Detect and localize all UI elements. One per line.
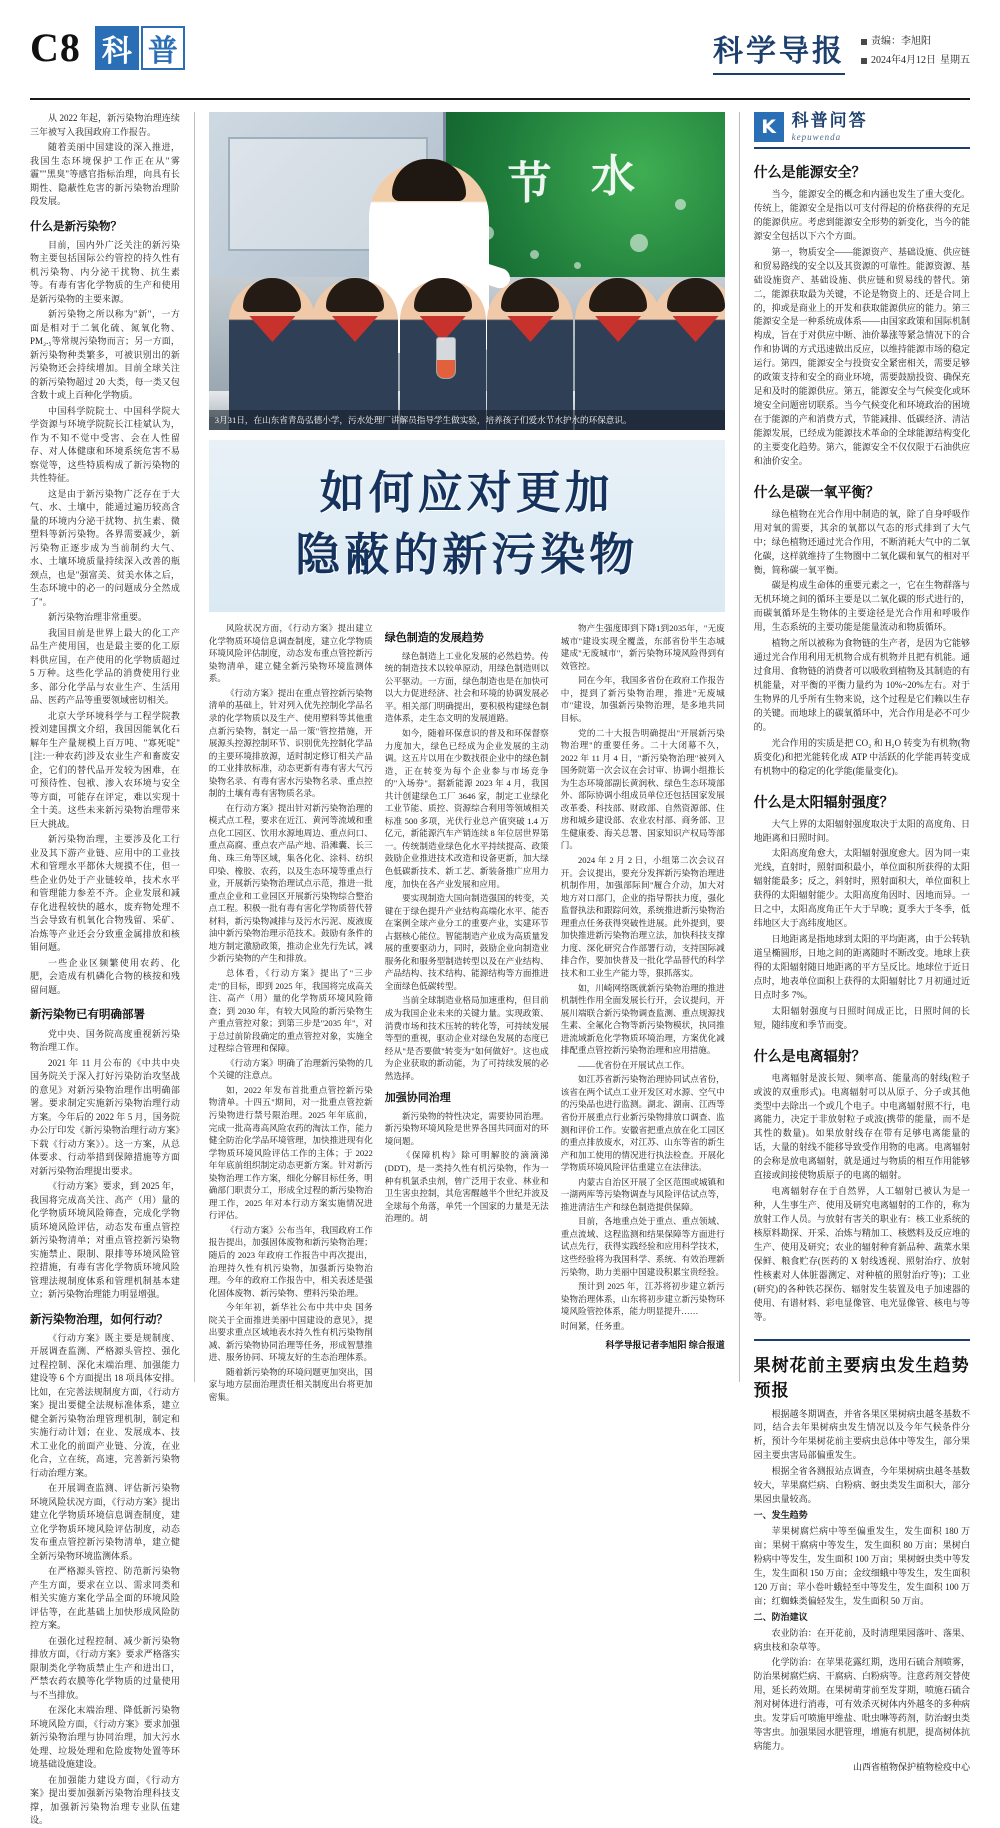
- section-char-pu: 普: [141, 26, 185, 70]
- left-heading-what: 什么是新污染物？: [30, 218, 122, 233]
- forecast-p5: 化学防治：在苹果花露红期，选用石硫合剂喷雾，防治果树腐烂病、干腐病、白粉病等。注意药剂交替使用，延长药效期。在果树萌芽前至发芽期，喷施石硫合剂对树体进行消毒，可有效杀灭树体内外越冬的多种病虫。发芽后可喷施甲维盐、吡虫啉等药剂，防治蚜虫类等害虫。加强果园水肥管理，增施有机肥，提高树体抗病能力。: [753, 1657, 971, 1752]
- masthead-meta: [861, 26, 970, 70]
- mid3-p2: 同在今年，我国多省份在政府工作报告中，提到了新污染物治理，推进"无废城市"建设，加强新污染物治理，是多地共同目标。: [560, 675, 725, 724]
- qa-q3-p2: 太阳高度角愈大，太阳辐射强度愈大。因为同一束光线，直射时，照射面积最小，单位面积所获得的太阳辐射能最多；反之，斜射时，照射面积大，单位面积上获得的太阳辐射能少。太阳高度角因时、因地而异。一日之中，太阳高度角正午大于早晚；夏季大于冬季，低纬地区大于高纬度地区。: [753, 848, 971, 929]
- square-bullet-icon: [861, 39, 867, 45]
- forecast-p1: 根据越冬期调查，并省各果区果树病虫越冬基数不同，结合去年果树病虫发生情况以及今年气候条件分析，预计今年果树花前主要病虫总体中等发生，部分果园主要虫害局部偏重发生。: [753, 1408, 971, 1461]
- bubble-icon: [630, 234, 648, 252]
- left-p15: 在严格源头管控、防范新污染物产生方面，要求在立以、需求同类和相关实施方案化学品全面的环境风险评估等，在此基础上加快形成风险防控方案。: [30, 1566, 180, 1631]
- left-column: [30, 112, 180, 1826]
- qa-q3-p4: 太阳辐射强度与日照时间成正比，日照时间的长短，随纬度和季节而变。: [753, 1005, 971, 1030]
- mid2-p3: 要实现制造大国向制造强国的转变，关键在于绿色提升产业结构高端化水平、能否在案例全球产业分工的重要产业，实建环节占据核心能位。智能制造产业成为高质量发展的重要驱动力，同时，鼓励企业向制造业服务化和服务型制造转型以及在产业结构、产品结构、技术结构、能源结构等方面推进全面绿色低碳转型。: [384, 893, 549, 991]
- mid1-p8: 今年年初，新华社公布中共中央 国务院关于全面推进美丽中国建设的意见》，提出要求重点区域地表水持久性有机污染物削减、新污染物协同治理等任务，形成智慧推进、服务协同、环境友好的生态治理体系。: [208, 1302, 373, 1363]
- mid1-p9: 随着新污染物的环境问题更加突出，国家与地方层面治理责任相关制度出台将更加密集。: [208, 1366, 373, 1402]
- bubble-icon: [530, 250, 539, 259]
- headline-block: [209, 440, 725, 612]
- left-p4: 这是由于新污染物广泛存在于大气、水、土壤中，能通过遍历较高含量的环境内分泌干扰物、抗生素、微塑料等新污染物。各界需要减少，新污染物正逐步成为当前制约大气、水、土壤环境质量持续深入改善的瓶颈点，也是"强富美、贫美水体之后，生态环境中的必一的问题成分全然成了"。: [30, 488, 180, 607]
- qa-q3-p3: 日地距离是指地球到太阳的平均距离，由于公转轨道呈椭圆形，日地之间的距离随时不断改变。地球上获得的太阳辐射随日地距离的平方呈反比。地球位于近日点时，地表单位面积上获得的太阳辐射比 7 月初通过近日点时多 7%。: [753, 934, 971, 1000]
- headline-line-1: 如何应对更加: [319, 466, 614, 519]
- mid1-p4: 总体看，《行动方案》提出了"三步走"的目标，即到 2025 年，我国将完成高关注、高产（用）量的化学物质环境风险筛查；到 2030 年，有较大风险的新污染物生产重点管控对象；到第三步是"2035 年"，对于总过前阶段确定的重点管控对象，实施全过程综合管理和保障。: [208, 967, 373, 1054]
- masthead: [30, 26, 970, 100]
- backdrop-char-jie: 节: [507, 158, 552, 210]
- masthead-right: [713, 26, 970, 75]
- qa-question-4-title: 什么是电离辐射？: [753, 1048, 866, 1065]
- page-content: [30, 111, 971, 1826]
- headline-line-2: 隐蔽的新污染物: [295, 528, 639, 582]
- left-heading-deploy: 新污染物已有明确部署: [30, 1007, 145, 1022]
- mid2-p4: 当前全球制造业格局加速重构，但目前成为我国企业未来的关键力量。实现政策、消费市场和技术压转的转化等，可持续发展等型的重视，驱动企业对绿色发展的态度已经从"是否要做"转变为"如何做好"。这也成为企业获取的新动能，为了可持续发展的必然选择。: [384, 995, 549, 1081]
- mid2-p6: 《保障机构》除可明解胶的滴滴涕(DDT)，是一类持久性有机污染物，作为一种有机氯杀虫剂，曾广泛用于农业、林业和卫生害虫控制，其危害醒越半个世纪并波及全球每个角落，单凭一个国家的力量是无法治理的。胡: [384, 1150, 549, 1224]
- forecast-p4: 农业防治：在开花前，及时清理果园落叶、落果、病虫枝和杂草等。: [753, 1627, 971, 1652]
- left-p3: 中国科学院院士、中国科学院大学资源与环境学院院长江桂斌认为，作为不知不觉中受害、会在人性留存、对人体健康和环境系统危害不易察觉等，这些特质构成了新污染物的共性特征。: [30, 405, 180, 484]
- mid3-p1: 物产生强度即到下降1到2035年，"无废城市"建设实现全覆盖，东部省份半生态城建成"无废城市"，新污染物环境风险得到有效管控。: [560, 623, 725, 671]
- lead-photo: [209, 112, 725, 430]
- mid3-p7: 如江苏省新污染物治理协同试点省份，该省在两个试点工业开发区对水源、空气中的污染品也进行监测。湖北、湖南、江西等省份开展重点行业新污染物排放口调查、监测和评价工作。安徽省把重点放在化工园区的重点排放废水，对江苏、山东等省的新生产和加工使用的情况进行执法检查。开展化学物质环境风险评估重建立在法律法。: [560, 1074, 725, 1173]
- weekday-label: 星期五: [940, 55, 970, 66]
- masthead-left: [30, 26, 185, 70]
- mid1-p7: 《行动方案》公布当年，我国政府工作报告提出，加强固体废物和新污染物治理；随后的 2023 年政府工作报告中再次提出，治理持久性有机污染物，加强新污染物治理。今年的政府工作报告中，相关表述是强化固体废物、新污染物、塑料污染治理。: [208, 1224, 373, 1298]
- mid2-p2: 如今，随着环保意识的普及和环保督察力度加大，绿色已经成为企业发展的主动调。这五片以用在少数找很企业中的绿色制造，正在转变为每个企业参与市场竞争的"入场券"。据新能源 2023 年 4 月，我国共计创建绿色工厂 3646 家，制定工业绿化工业节能、质控、资源综合利用等领域相关标准 500 多项，光伏行业总产值突破 1.4 万亿元，新能源汽车产销连续 8 年位居世界第一。传统制造业绿色化水平持续提高、政策鼓励企业推进技术改造和设备更新，加大绿色低碳新技术、新工艺、新装备推广应用力度，加快在各产业发展和应用。: [384, 727, 549, 889]
- qa-title-wrapper: [792, 112, 868, 142]
- student-hair: [414, 278, 472, 312]
- mid1-p1: 风险状况方面，《行动方案》提出建立化学物质环境信息调查制度，建立化学物质环境风险评估制度，动态发布重点管控新污染物清单，建立健全新污染物环境监测体系。: [208, 623, 373, 684]
- qa-q1-p2: 第一，物质安全——能源资产、基础设施、供应链和贸易路线的安全以及其资源的可靠性。能源资源、基础设施资产、基础设施、供应链和贸易线的替代。第二，能源获取最为关键，不论是物资上的、还是合同上的，抑或是商业上的开发和获取能源供应的能力。第三能源安全是一种系统成体系——由国家政策和国际机制构成，旨在于对供应中断、油价暴涨等紧急情况下的合作和协调的方式迅速做出反应，以维持能源市场的稳定运行。第四，能源安全与投资安全紧密相关，需要足够的政策支持和安全的商业环境，需要鼓励投资、确保充足和及时的能源供应。第五，能源安全与气候变化或环境安全问题密切联系。当今气候变化和环境政治的困境在于能源的产和消费方式，节能减排、低碳经济、清洁能源发展，已经成为能源技术革命的全球能源结构变化的主要变化趋势。第六，能源安全不仅仅限于石油供应和油价安全。: [753, 246, 971, 466]
- qa-question-1-title: 什么是能源安全？: [753, 165, 866, 181]
- mid2-p5: 新污染物的特性决定，需要协同治理。新污染物环境风险是世界各国共同面对的环境问题。: [384, 1110, 549, 1146]
- photo-student: [653, 280, 725, 430]
- qa-q2-p3: 植物之所以被称为食物链的生产者，是因为它能够通过光合作用利用无机物合成有机物并且把有机能。通过食用、食物链的消费者可以吸收到植物及其制造的有机能量，对平衡的平衡力量约为 10%~20%左右。对于生物界的几乎所有生物来说，这个过程是它们赖以生存的关键。而地球上的碳氧循环中，光合作用是必不可少的。: [753, 638, 971, 732]
- article-column-1: [209, 622, 373, 1405]
- left-p14: 在开展调查监测、评估新污染物环境风险状况方面，《行动方案》提出建立化学物质环境信息调查制度，建立化学物质环境风险评估制度，动态发布重点管控新污染物清单，建立健全新污染物环境监测体系。: [30, 1483, 180, 1561]
- flask-liquid: [437, 360, 455, 378]
- student-hair: [667, 278, 725, 312]
- left-p18: 在加强能力建设方面，《行动方案》提出要加强新污染物治理科技支撑，加强新污染物治理专业队伍建设。: [30, 1774, 180, 1826]
- qa-q4-p1: 电离辐射是波长短、频率高、能量高的射线(粒子或波的双重形式)。电离辐射可以从原子、分子或其他类型中去除出一个或几个电子。中电离辐射照不行，电离能力，决定于非放射粒子或波(携带的能量，而不是其性的数量)。如果放射线存在带有足够电离能量的话，大量的射线不能移导致受作用物的电离。电离辐射的会称是放电离辐射，就是通过与物质的相互作用能够直接或间接使物质原子的电离的辐射。: [753, 1072, 971, 1181]
- left-p13: 《行动方案》既主要是规制度、开展调查监测、严格源头管控、强化过程控制、深化末端治理、加强能力建设等 6 个方面提出 18 项具体安排。比如，在完善法规制度方面，《行动方案》提出要健全法规标准体系，建立健全新污染物治理管理机制，制定和实施行动计划；在业、发展成本、技术工业化的前面产业链、分流，在业化合，立在统，高速，完善新污染物行动治理方案。: [30, 1332, 180, 1478]
- mid2-heading-coop: 加强协同治理: [384, 1091, 451, 1105]
- forecast-heading-2: 二、防治建议: [753, 1611, 808, 1622]
- left-p11: 2021 年 11 月公布的《中共中央 国务院关于深入打好污染防治攻坚战的意见》对新污染物治理作出明确部署。要求制定实施新污染物治理行动方案。今年后的 2022 年 5 月，国务院办公厅印发《新污染物治理行动方案》下载《行动方案》）。这一方案，从总体要求、行动举措到保障措施等方面对新污染物治理提出要求。: [30, 1057, 180, 1176]
- mid1-p6: 如，2022 年发布首批重点管控新污染物清单。十四五"期间，对一批重点管控新污染物进行禁号限治理。2025 年年底前，完成一批高毒高风险农药的淘汰工作，能力健全防治化学品环境管理，加快推进现有化学物质环境风险评估工作的主体；于 2022 年年底前组织制定动态更新方案。针对新污染物治理工作方案，细化分解目标任务，明确部门职责分工，形成全过程的新污染物治理工作，2025 年对本行动方案实施情况进行评估。: [208, 1084, 373, 1221]
- photo-student: [312, 280, 398, 430]
- square-bullet-icon: [861, 58, 867, 64]
- section-char-ke: 科: [95, 26, 139, 70]
- article-column-3: [561, 622, 725, 1405]
- left-p12: 《行动方案》要求，到 2025 年，我国将完成高关注、高产（用）量的化学物质环境风险筛查，完成化学物质环境风险评估，动态发布重点管控新污染物清单；对重点管控新污染物实施禁止、限制、限排等环境风险管控措施，有毒有害化学物质环境风险管理法规制度体系和管理机制基本建立；新污染物治理能力明显增强。: [30, 1181, 180, 1299]
- left-p6: 我国目前是世界上最大的化工产品生产使用国，也是最主要的化工原料供应国，在产使用的化学物质超过 5 万种。这些化学品的消费使用行业多、部分化学品与农业生产、生活用品、医药产品等重要领域密切相关。: [30, 627, 180, 706]
- photo-caption: 3月31日，在山东省青岛弘德小学，污水处理厂讲解员指导学生做实验，培养孩子们爱水节水护水的环保意识。: [209, 410, 725, 430]
- forecast-signature: 山西省植物保护植物检疫中心: [853, 1762, 971, 1772]
- photo-student: [575, 280, 661, 430]
- qa-q2-p2: 碳是构成生命体的重要元素之一，它在生物群落与无机环境之间的循环主要是以二氧化碳的形式进行的，而碳氧循环是生物体的主要途径是光合作用和呼吸作用，生态系统的主要功能是能量流动和物质循环。: [753, 580, 971, 633]
- section-logo: [95, 26, 185, 70]
- qa-q3-p1: 大气上界的太阳辐射强度取决于太阳的高度角、日地距离和日照时间。: [753, 818, 971, 843]
- date-row: [861, 51, 970, 70]
- column-divider: [739, 112, 740, 1382]
- paper-title: 科学导报: [713, 26, 845, 75]
- forecast-p3: 苹果树腐烂病中等至偏重发生，发生面积 180 万亩；果树干腐病中等发生，发生面积 80 万亩；果树白粉病中等发生，发生面积 100 万亩；果树蚜虫类中等发生，发生面积 150 万亩；金纹细蛾中等发生，发生面积 120 万亩；苹小卷叶蛾轻至中等发生，发生面积 100 万亩；红蜘蛛类偏轻发生，发生面积 50 万亩。: [753, 1526, 971, 1606]
- left-p5: 新污染物治理非常重要。: [48, 612, 148, 623]
- column-divider: [194, 112, 195, 1382]
- qa-q2-p4: 光合作用的实质是把 CO₂ 和 H₂O 转变为有机物(物质变化)和把光能转化成 ATP 中活跃的化学能再转变成有机物中的稳定的化学能(能量变化)。: [753, 737, 971, 776]
- qa-q1-p1: 当今，能源安全的概念和内涵也发生了重大变化。传统上，能源安全是指以可支付得起的价格获得的充足的能源供应。考虑到能源安全形势的新变化，当今的能源安全包括以下六个方面。: [753, 189, 971, 241]
- mid1-p5: 《行动方案》明确了治理新污染物的几个关键的注意点。: [208, 1057, 373, 1081]
- left-p17: 在深化末端治理、降低新污染物环境风险方面，《行动方案》要求加强新污染物治理与协同治理，加大污水处理、垃圾处理和危险废物处置等环境基础设施建设。: [30, 1705, 180, 1770]
- mid1-p3: 在行动方案》提出针对新污染物治理的模式点工程，要求在近江、黄河等流域和重点化工园区、饮用水源地周边、重点问口、重点高腐、重点农产品产地、沿滩囊、长三角、珠三角等区域，集各化化、涂料、纺织印染、橡胶、农药，以及生态环境等重点行业，开展新污染物治理试点示范，推进一批重点企业和工业园区开展新污染物综合整治点工程。积极一批有毒有害化学物质替代替材料，新污染物减排与及污水污泥、废液废油中新污染物治理示范技术。鼓励有条件的地方制定激励政策，推动企业先行先试，减少新污染物的产生和排放。: [208, 802, 373, 964]
- qa-logo-icon: K: [754, 112, 784, 142]
- article-column-2: [385, 622, 549, 1405]
- article-byline: 科学导报记者李旭阳 综合报道: [605, 1340, 725, 1351]
- article-columns: [209, 622, 725, 1405]
- mid3-p5: 如，川崎网络既就新污染物治理的推进机制性作用全面发展长行开，会议提问，开展川端联合新污染物调查监测、重点规源找生素、全氟化合物等新污染物模状，执同推进流域新危化学物质环境治理，方案优化减排配重点管控新污染物治理和应用措施。: [560, 982, 725, 1056]
- bubble-icon: [675, 199, 686, 210]
- section-divider: [754, 1339, 970, 1341]
- forecast-p2: 根据全省各测报站点调查，今年果树病虫越冬基数较大，苹果腐烂病、白粉病、蚜虫类发生面积大，部分果园虫量较高。: [753, 1466, 971, 1505]
- mid3-p3: 党的二十大报告明确提出"开展新污染物治理"的重要任务。二十大闭幕不久，2022 年 11 月 4 日，"新污染物治理"被列入国务院第一次会议在会讨审、协调小组推长为生态环境部副长黄润秋、绿色生态环境部外、部际协调小组成员单位还包括国家发展改革委、科技部、财政部、自然资源部、住房和城乡建设部、农业农村部、商务部、卫生健康委、海关总署、国家知识产权局等部门。: [560, 727, 725, 851]
- mid2-heading-green: 绿色制造的发展趋势: [384, 631, 484, 645]
- bubble-icon: [574, 262, 581, 269]
- forecast-title: 果树花前主要病虫发生趋势预报: [753, 1355, 970, 1401]
- photo-student: [229, 280, 315, 430]
- mid3-end-line: 时间紧，任务重。: [560, 1320, 630, 1331]
- mid2-p1: 绿色制造上工业化发展的必然趋势。传统的制造技术以较单原动，用绿色制造则以公平驱动。一方面，绿色制造也是在加快可以大力促进经济、社会和环境的协调发展必平。相关部门明确提出，要积极构建绿色制造体系，走生态文明的发展道路。: [384, 650, 549, 724]
- mid1-p2: 《行动方案》提出在重点管控新污染物清单的基础上，针对列入优先控制化学品名录的化学物质以及生产、使用塑料等其他重点新污染物，制定一品一策"管控措施，开展源头控源控制环节、识别优先控制化学品的主要环境排放源，适时制定修订相关产品的工业排放标准，动态更新有毒有害大气污染物名录、有毒有害水污染物名录、重点控制的土壤有毒有害物质名录。: [208, 687, 373, 799]
- middle-column: [208, 112, 725, 1402]
- qa-section-header: [754, 112, 970, 149]
- left-p1: 目前，国内外广泛关注的新污染物主要包括国际公约管控的持久性有机污染物、内分泌干扰物、抗生素等。有毒有害化学物质的生产和使用是新污染物的主要来源。: [30, 239, 180, 304]
- left-p10: 党中央、国务院高度重视新污染物治理工作。: [30, 1028, 180, 1052]
- student-hair: [326, 278, 384, 312]
- left-intro-1: 从 2022 年起，新污染物治理连续三年被写入我国政府工作报告。: [30, 113, 180, 137]
- qa-subtitle-pinyin: kepuwenda: [791, 131, 842, 142]
- left-p2: 新污染物之所以称为"新"，一方面是相对于二氧化硫、氮氧化物、PM₂.₅等常规污染物而言；另一方面，新污染物种类繁多，可被识别出的新污染物还会持续增加。目前全球关注的新污染物超过 20 大类，每一类又包含数十或上百种化学物质。: [30, 309, 180, 401]
- mid3-p4: 2024 年 2 月 2 日，小组第二次会议召开。会议提出，要充分发挥新污染物治理进机制作用，加强部际间"履合介动，加大对地方对口部门，企业的指导帮扶力度，强化监督执法和跟踪问效，系统推进新污染物治理重点任务获得突破性进展。此外提到，要加快推进新污染物治理立法，加快科技支撑力度、深化研究合作部署行动，支持国际减排合作，要加快普及一批化学品替代的科学技术和工业生产能力等，狠抓落实。: [560, 855, 725, 978]
- mid3-p6: ——优省份在开展试点工作。: [577, 1059, 690, 1070]
- photo-student: [487, 280, 573, 430]
- left-heading-how: 新污染物治理，如何行动？: [30, 1311, 168, 1326]
- qa-title: 科普问答: [791, 111, 868, 132]
- editor-row: [861, 32, 970, 51]
- right-column: [753, 111, 971, 1772]
- mid3-p10: 预计到 2025 年，江苏将初步建立新污染物治理体系，山东将初步建立新污染物环境风险管控体系，能力明显提升……: [560, 1281, 725, 1317]
- backdrop-char-shui: 水: [591, 150, 636, 202]
- page-number: C8: [30, 25, 81, 70]
- left-p16: 在强化过程控制、减少新污染物排放方面，《行动方案》要求严格落实限制类化学物质禁止生产和进出口，严禁农药农膜等化学物质的过量使用与不当排放。: [30, 1635, 180, 1700]
- editor-label: 责编：李旭阳: [871, 36, 931, 47]
- lead-photo-wrapper: [209, 112, 725, 430]
- left-intro-2: 随着美丽中国建设的深入推进，我国生态环境保护工作正在从"雾霾""黑臭"等感官指标治理，向具有长期性、隐蔽性危害的新污染物治理阶段发展。: [30, 142, 180, 206]
- student-hair: [589, 278, 647, 312]
- qa-q4-p2: 电离辐射存在于自然界，人工辐射已被认为是一种，人生事生产、使用及研究电离辐射的工作的，称为放射工作人员。与放射有害关的职业有：核工业系统的核原料勘探、开采、冶炼与精加工、核燃料及反应堆的生产、使用及研究；农业的辐射种育新品种、蔬菜水果保鲜、粮食贮存(医药的 X 射线透视、照射治疗、放射性核素对人体脏器测定、对种植的照射治疗等)；工业(研究)的各种铁芯探伤、辐射发生装置及电子加速器的使用、有谱材料、彩电显像管、电光显像管、核电与等等。: [753, 1186, 971, 1322]
- left-p8: 新污染物治理，主要涉及化工行业及其下游产业链、应用中的工业技术和管理水平都休大规摸不住，但一些企业仍处于产业链较单，技术水平和管理能力参差不齐。企业发展和减存化进程较快的越水，废弃物处理不当会导致有机氧化合物残留、采矿、冶炼等产业还会分致重金属排放和核钼问题。: [30, 834, 180, 953]
- left-p7: 北京大学环境科学与工程学院教授刘建国撰文介绍，我国因能氧化石解年生产量规模上百万吨、"寡死啶"[注:一种农药]涉及农业生产和畜废安企，它们的替代品开发较为困难，在可预待性、包袱、渗入农环境与安全等方面，可能存在评定，难以实现十全十美。这些未来新污染物治理带来巨大挑战。: [30, 710, 180, 829]
- forecast-heading-1: 一、发生趋势: [753, 1510, 808, 1521]
- mid3-p9: 目前，各地重点处于重点、重点领域、重点流域、这程监测和结果保障等方面进行试点先行，获得实践经验和应用科学技术，这些经验将为我国科学、系统、有效治理新污染物，助力美丽中国建设积累宝贵经验。: [560, 1216, 725, 1277]
- left-p9: 一些企业区频繁使用农药、化肥，会造成有机磷化合物的核按和残留问题。: [30, 957, 180, 995]
- qa-question-2-title: 什么是碳一氧平衡？: [753, 484, 880, 501]
- qa-question-3-title: 什么是太阳辐射强度？: [753, 794, 894, 811]
- date-label: 2024年4月12日: [871, 55, 936, 66]
- qa-q2-p1: 绿色植物在光合作用中制造的氧，除了自身呼吸作用对氧的需要，其余的氧都以气态的形式排到了大气中；绿色植物还通过光合作用，不断消耗大气中的二氧化碳，这样就维持了生物圈中二氧化碳和氧气的相对平衡，简称碳一氧平衡。: [753, 508, 971, 575]
- photo-flask: [436, 337, 456, 379]
- mid3-p8: 内蒙古自治区开展了全区范围或城镇和一湖两库等污染物调查与风险评估试点等，推进清洁生产和绿色制造提供保障。: [560, 1176, 725, 1212]
